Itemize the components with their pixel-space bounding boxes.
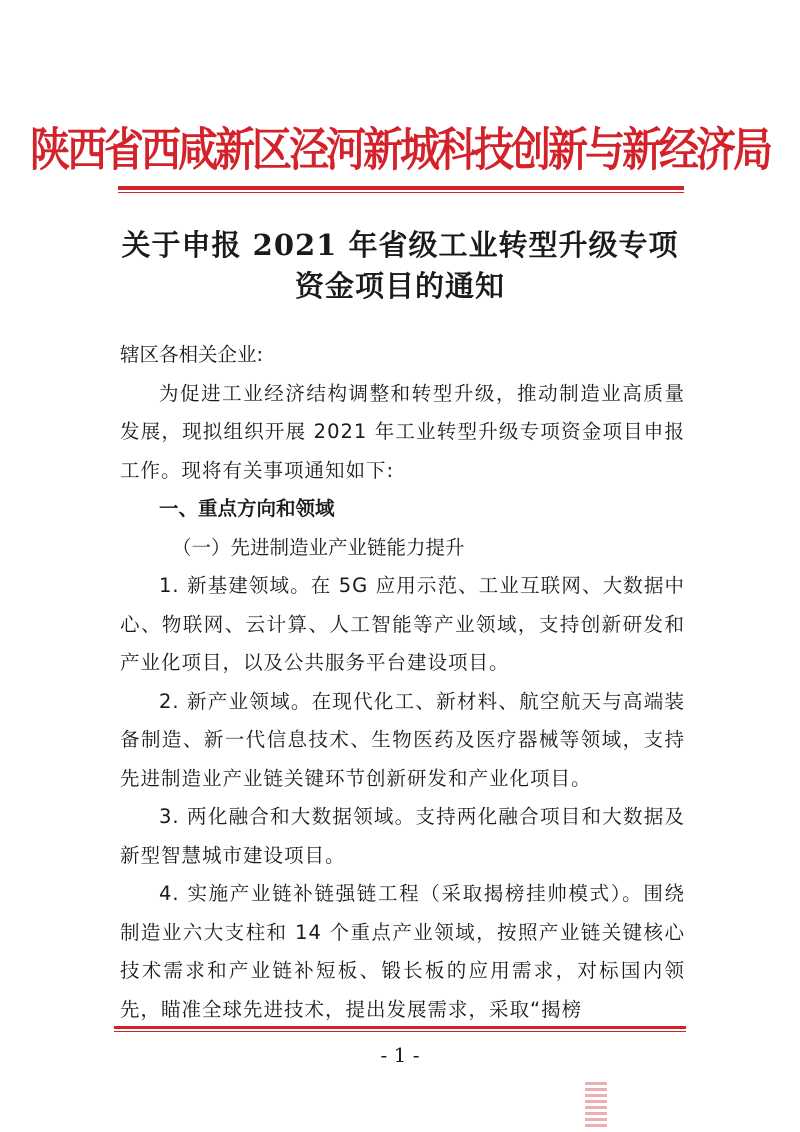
masthead: 陕西省西咸新区泾河新城科技创新与新经济局 [30, 122, 770, 177]
masthead-rule-thick [118, 186, 684, 190]
document-title-line-1: 关于申报 2021 年省级工业转型升级专项 [121, 228, 679, 262]
intro-paragraph: 为促进工业经济结构调整和转型升级，推动制造业高质量发展，现拟组织开展 2021 年工业转型升级专项资金项目申报工作。现将有关事项通知如下: [120, 381, 685, 482]
salutation: 辖区各相关企业: [120, 343, 264, 366]
masthead-rule-thin [118, 192, 684, 193]
stamp-fragment [585, 1082, 607, 1130]
item-paragraph-1: 1. 新基建领域。在 5G 应用示范、工业互联网、大数据中心、物联网、云计算、人工智能等产业领域，支持创新研发和产业化项目，以及公共服务平台建设项目。 [120, 574, 685, 674]
document-title-line-2: 资金项目的通知 [294, 269, 505, 303]
item-paragraph-3: 3. 两化融合和大数据领域。支持两化融合项目和大数据及新型智慧城市建设项目。 [120, 805, 685, 867]
page-number: - 1 - [380, 1043, 420, 1067]
document-body [120, 336, 685, 1029]
item-paragraph-2: 2. 新产业领域。在现代化工、新材料、航空航天与高端装备制造、新一代信息技术、生物医药及医疗器械等领域，支持先进制造业产业链关键环节创新研发和产业化项目。 [120, 689, 685, 790]
footer-rule-thick [114, 1026, 686, 1029]
subsection-heading: （一）先进制造业产业链能力提升 [172, 535, 465, 559]
item-paragraph-4: 4. 实施产业链补链强链工程（采取揭榜挂帅模式）。围绕制造业六大支柱和 14 个重点产业领域，按照产业链关键核心技术需求和产业链补短板、锻长板的应用需求，对标国内领先，瞄准全球先进技术，提出发展需求，采取“揭榜 [120, 882, 685, 1021]
section-heading: 一、重点方向和领域 [159, 497, 335, 520]
footer-rule-thin [114, 1031, 686, 1032]
